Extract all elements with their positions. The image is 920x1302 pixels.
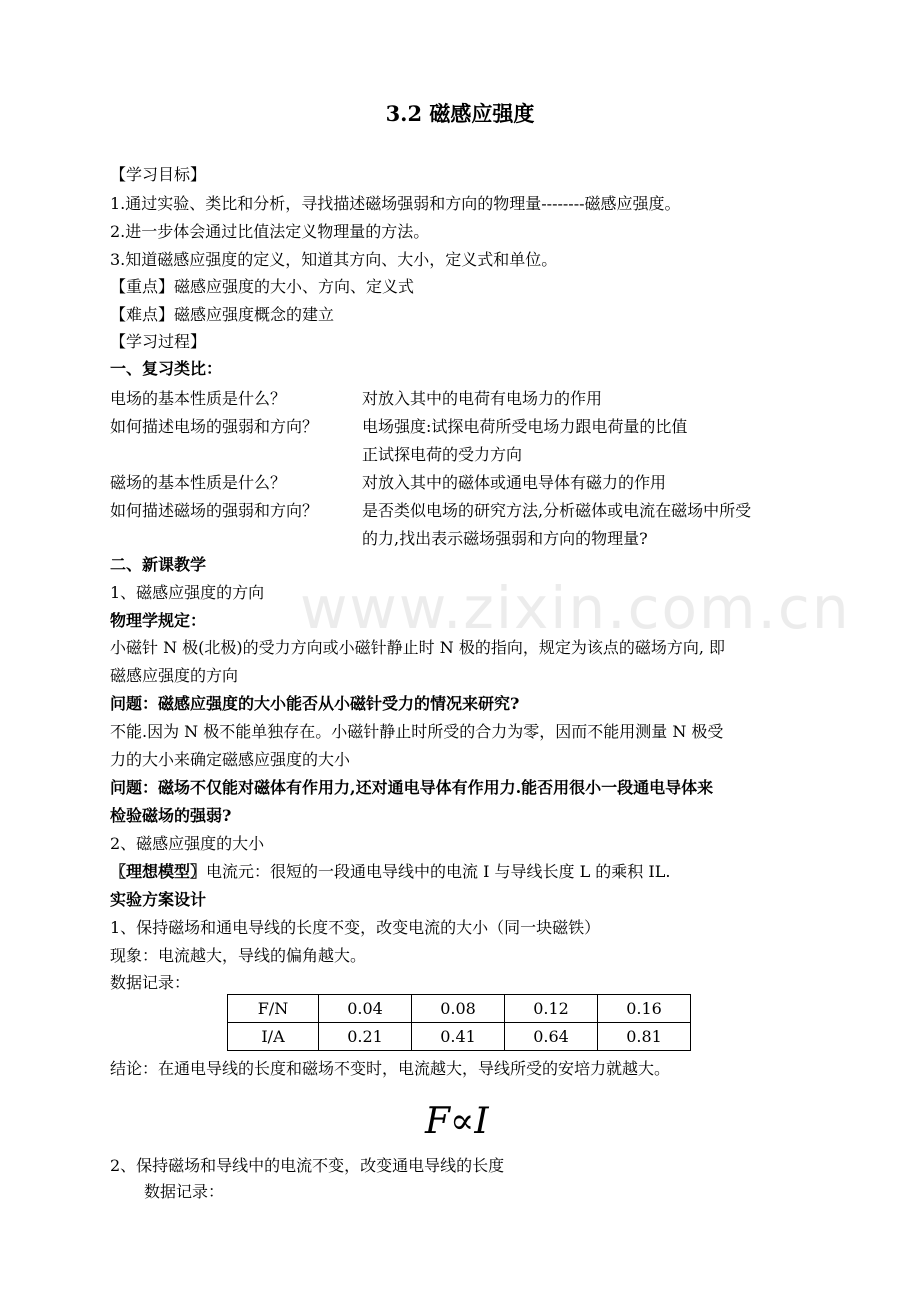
focus-line: 【重点】磁感应强度的大小、方向、定义式 [110,277,415,296]
experiment-2: 2、保持磁场和导线中的电流不变，改变通电导线的长度 [110,1156,505,1175]
experiment-1: 1、保持磁场和通电导线的长度不变，改变电流的大小（同一块磁铁） [110,918,601,937]
table-cell: 0.81 [598,1023,691,1051]
magnitude-heading: 2、磁感应强度的大小 [110,834,265,853]
rule-text: 磁感应强度的方向 [110,666,239,685]
table-cell: 0.12 [505,995,598,1023]
section-new-lesson-heading: 二、新课教学 [110,555,207,574]
review-answer: 正试探电荷的受力方向 [362,445,523,464]
review-answer: 电场强度:试探电荷所受电场力跟电荷量的比值 [362,417,688,436]
question-2: 检验磁场的强弱? [110,806,232,825]
page-title: 3.2 磁感应强度 [385,101,535,126]
table-cell: 0.41 [412,1023,505,1051]
table-cell: 0.21 [319,1023,412,1051]
answer-1: 力的大小来确定磁感应强度的大小 [110,750,351,769]
review-question: 电场的基本性质是什么？ [110,389,287,408]
review-answer: 对放入其中的磁体或通电导体有磁力的作用 [362,473,667,492]
goal-3: 3.知道磁感应强度的定义，知道其方向、大小，定义式和单位。 [110,250,558,269]
review-answer: 是否类似电场的研究方法,分析磁体或电流在磁场中所受 [362,501,752,520]
table-cell: 0.08 [412,995,505,1023]
table-row [228,1023,691,1051]
review-question: 如何描述电场的强弱和方向？ [110,417,319,436]
difficulty-line: 【难点】磁感应强度概念的建立 [110,305,335,324]
data-record-label: 数据记录： [110,973,191,992]
question-2: 问题：磁场不仅能对磁体有作用力,还对通电导体有作用力.能否用很小一段通电导体来 [110,778,714,797]
experiment-heading: 实验方案设计 [110,890,207,909]
review-answer: 的力,找出表示磁场强弱和方向的物理量? [362,529,648,548]
data-record-label: 数据记录： [144,1182,225,1201]
process-line: 【学习过程】 [110,332,207,351]
table-cell: I/A [228,1023,319,1051]
model-line [110,861,670,883]
table-cell: 0.16 [598,995,691,1023]
direction-heading: 1、磁感应强度的方向 [110,583,265,602]
model-label: 〖理想模型〗 [110,862,207,881]
section-review-heading: 一、复习类比： [110,359,223,378]
table-cell: 0.04 [319,995,412,1023]
goal-header: 【学习目标】 [110,165,207,184]
question-1: 问题：磁感应强度的大小能否从小磁针受力的情况来研究? [110,694,520,713]
table-cell: 0.64 [505,1023,598,1051]
rule-heading: 物理学规定： [110,611,207,630]
model-text: 电流元：很短的一段通电导线中的电流 I 与导线长度 L 的乘积 IL. [206,862,671,881]
goal-2: 2.进一步体会通过比值法定义物理量的方法。 [110,222,430,241]
watermark: www.zixin.com.cn [300,574,851,642]
phenomenon: 现象：电流越大，导线的偏角越大。 [110,946,367,965]
table-row [228,995,691,1023]
table-cell: F/N [228,995,319,1023]
formula: F∝I [425,1101,489,1142]
review-question: 如何描述磁场的强弱和方向？ [110,501,319,520]
data-table [227,994,691,1051]
review-question: 磁场的基本性质是什么？ [110,473,287,492]
rule-text: 小磁针 N 极(北极)的受力方向或小磁针静止时 N 极的指向，规定为该点的磁场方向, 即 [110,638,726,657]
answer-1: 不能.因为 N 极不能单独存在。小磁针静止时所受的合力为零，因而不能用测量 N 极受 [110,722,724,741]
conclusion: 结论：在通电导线的长度和磁场不变时，电流越大，导线所受的安培力就越大。 [110,1059,671,1078]
goal-1: 1.通过实验、类比和分析，寻找描述磁场强弱和方向的物理量--------磁感应强度。 [110,194,681,213]
review-answer: 对放入其中的电荷有电场力的作用 [362,389,603,408]
